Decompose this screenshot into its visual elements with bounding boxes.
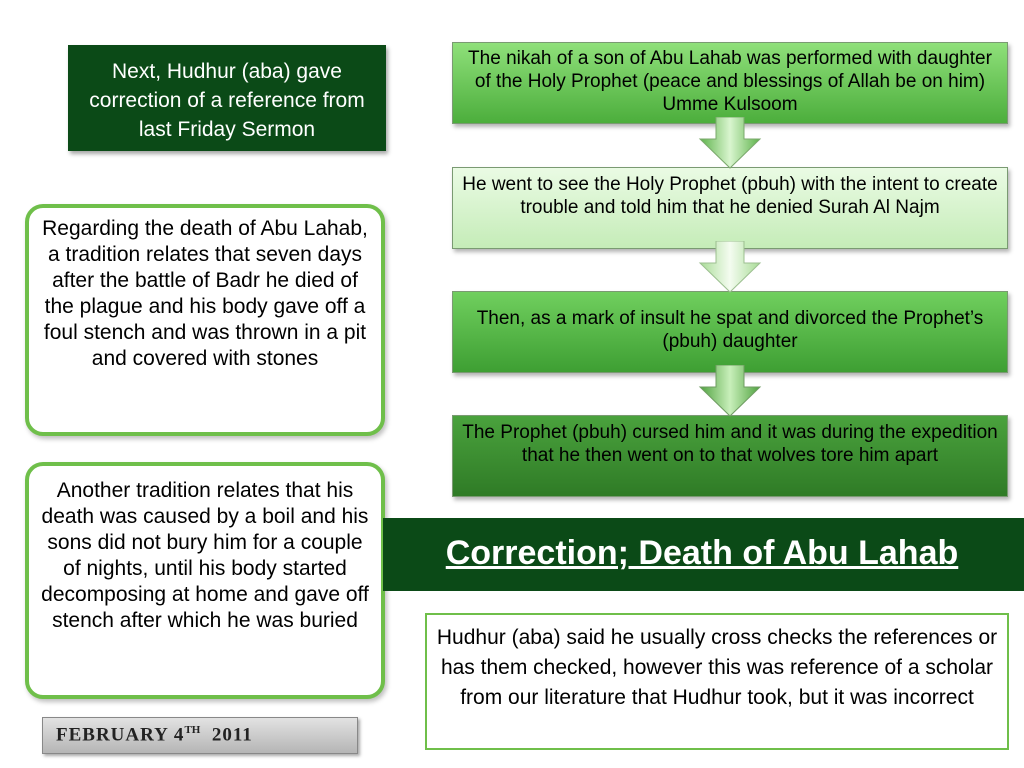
- date-badge: [42, 717, 358, 754]
- date-month: FEBRUARY 4: [56, 724, 185, 746]
- flow-step-visit: He went to see the Holy Prophet (pbuh) with the intent to create trouble and told him that he denied Surah Al Najm: [452, 167, 1008, 249]
- title-bar: [383, 518, 1024, 591]
- flow-step-nikah: The nikah of a son of Abu Lahab was performed with daughter of the Holy Prophet (peace and blessings of Allah be on him) Umme Kulsoom: [452, 42, 1008, 124]
- tradition-box-boil: Another tradition relates that his death was caused by a boil and his sons did not bury him for a couple of nights, until his body started decomposing at home and gave off stench after which he was buried: [25, 462, 385, 699]
- slide-title: Correction; Death of Abu Lahab: [445, 534, 959, 572]
- down-arrow-icon: [698, 365, 762, 417]
- tradition-box-plague: Regarding the death of Abu Lahab, a tradition relates that seven days after the battle of Badr he died of the plague and his body gave off a foul stench and was thrown in a pit and covered with stones: [25, 204, 385, 436]
- date-suffix: TH: [184, 724, 201, 736]
- sermon-note: Next, Hudhur (aba) gave correction of a reference from last Friday Sermon: [68, 45, 386, 151]
- down-arrow-icon: [698, 241, 762, 293]
- flow-step-divorce: Then, as a mark of insult he spat and divorced the Prophet’s (pbuh) daughter: [452, 291, 1008, 373]
- down-arrow-icon: [698, 117, 762, 169]
- flow-step-curse: The Prophet (pbuh) cursed him and it was during the expedition that he then went on to that wolves tore him apart: [452, 415, 1008, 497]
- date-year: 2011: [211, 724, 253, 746]
- hudhur-statement: Hudhur (aba) said he usually cross checks the references or has them checked, however this was reference of a scholar from our literature that Hudhur took, but it was incorrect: [425, 613, 1009, 750]
